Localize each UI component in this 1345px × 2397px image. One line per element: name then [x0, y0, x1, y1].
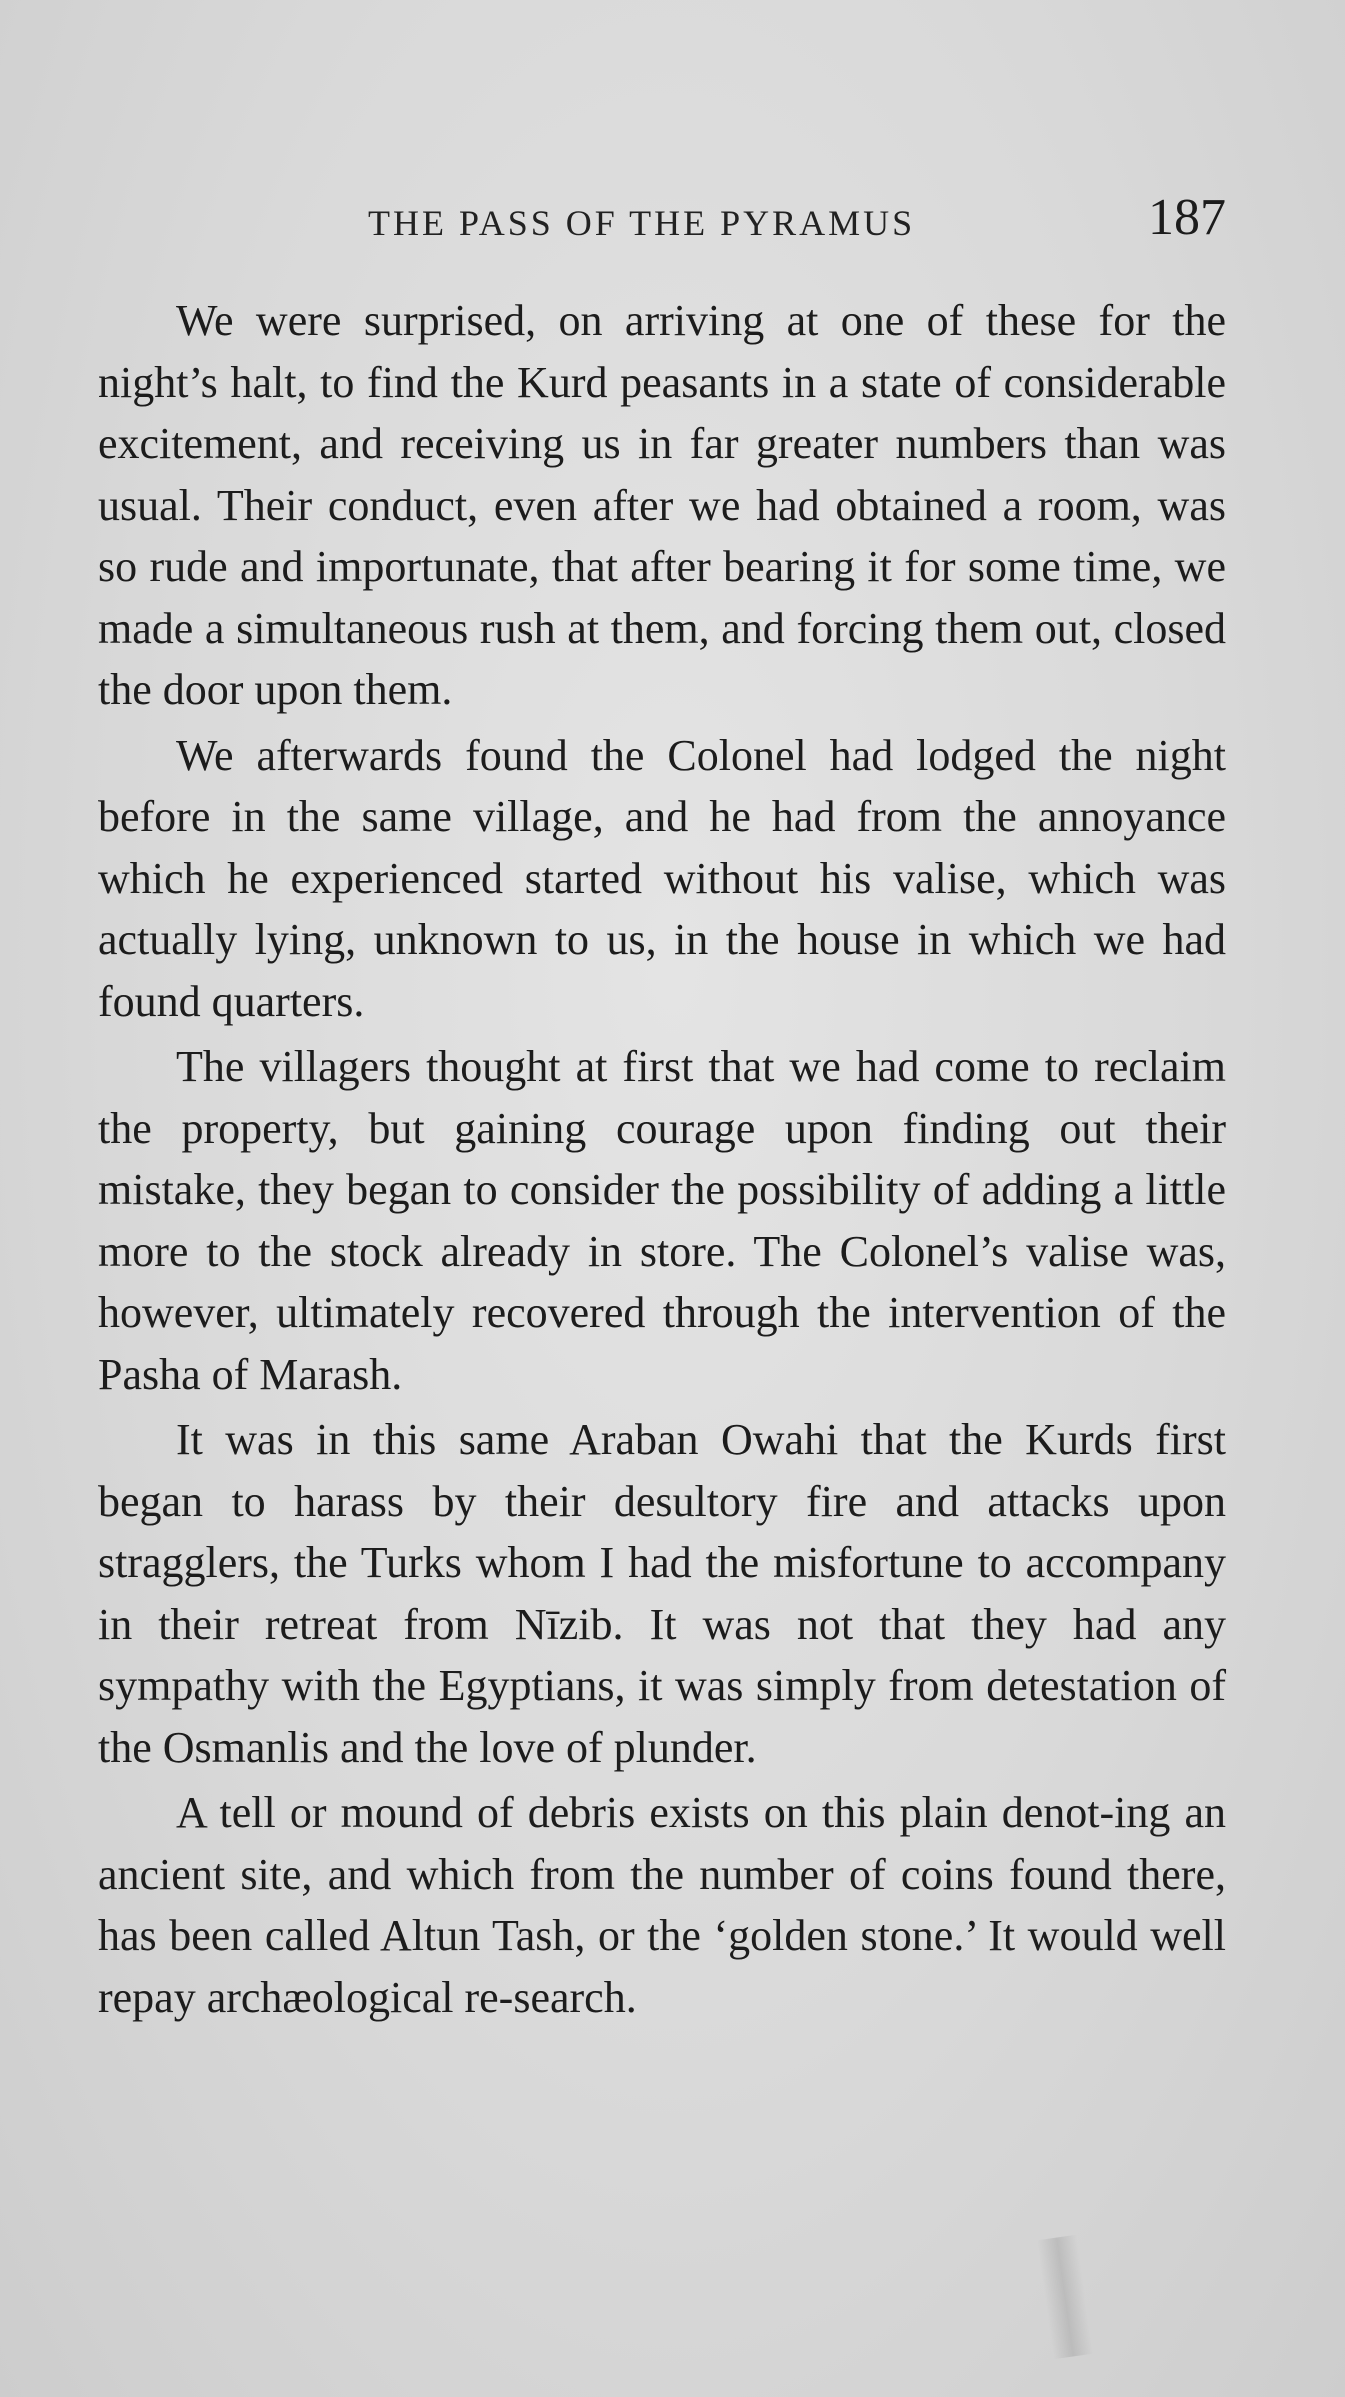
paragraph-araban-owahi: It was in this same Araban Owahi that the Kurds first began to harass by their desultory fire and attacks upon stragglers, the Turks whom I had the misfortune to accompany in their retreat from Nīzib. It was not that they had any sympathy with the Egyptians, it was simply from detestation of the Osmanlis and the love of plunder.: [98, 1415, 1226, 1772]
page-number: 187: [1148, 189, 1226, 246]
paragraph-altun-tash: A tell or mound of debris exists on this plain denot-ing an ancient site, and which from the number of coins found there, has been called Altun Tash, or the ‘golden stone.’ It would well repay archæological re-search.: [98, 1788, 1226, 2022]
paragraph-villagers: The villagers thought at first that we had come to reclaim the property, but gaining courage upon finding out their mistake, they began to consider the possibility of adding a little more to the stock already in store. The Colonel’s valise was, however, ultimately recovered through the intervention of the Pasha of Marash.: [98, 1042, 1226, 1399]
paragraph-colonel-valise: We afterwards found the Colonel had lodged the night before in the same village, and he had from the annoyance which he experienced started without his valise, which was actually lying, unknown to us, in the house in which we had found quarters.: [98, 730, 1226, 1026]
page-smudge: [1037, 2235, 1093, 2359]
running-head: THE PASS OF THE PYRAMUS: [368, 203, 916, 243]
paragraph-halt-excitement: We were surprised, on arriving at one of these for the night’s halt, to find the Kurd peasants in a state of considerable excitement, and receiving us in far greater numbers than was usual. Their conduct, even after we had obtained a room, was so rude and importunate, that after bearing it for some time, we made a simultaneous rush at them, and forcing them out, closed the door upon them.: [98, 296, 1226, 714]
page-header: [98, 188, 1226, 248]
body-text: [98, 290, 1226, 2028]
